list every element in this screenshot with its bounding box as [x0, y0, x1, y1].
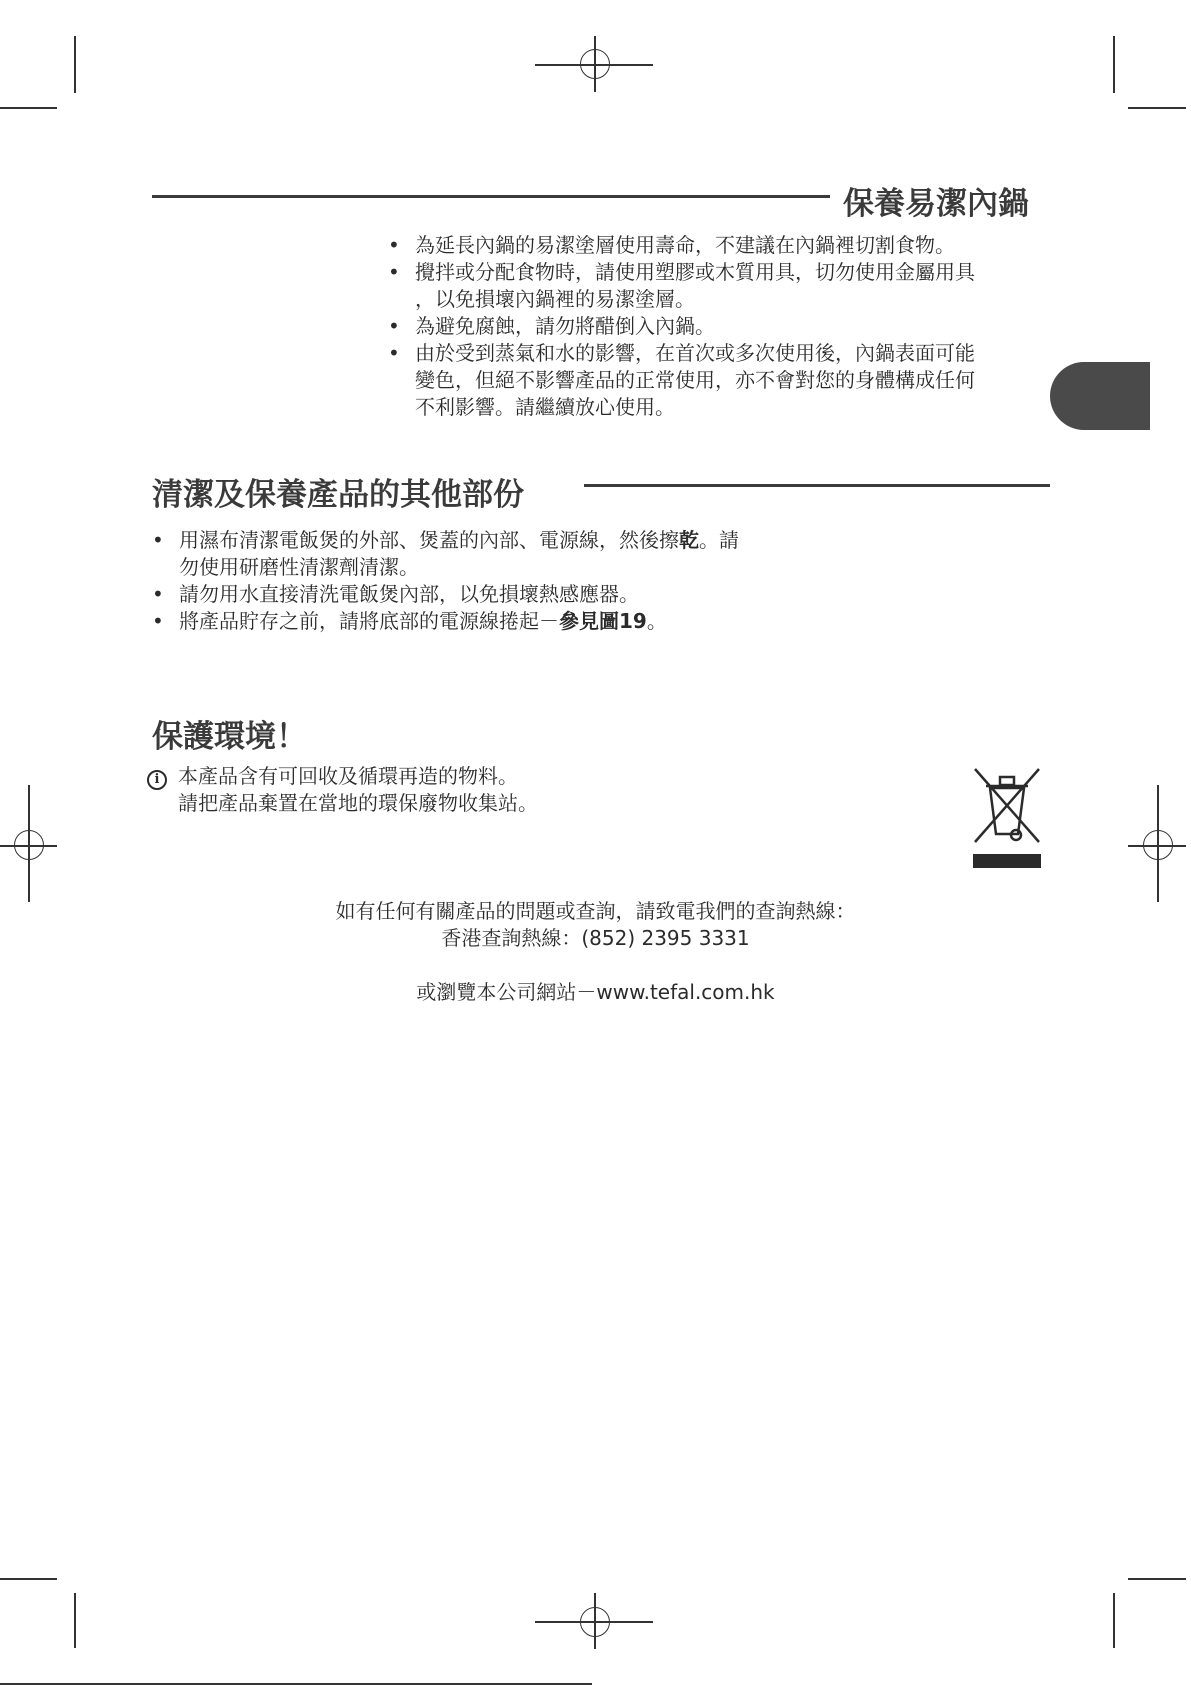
crop-mark: [1128, 1578, 1186, 1580]
registration-mark: [14, 830, 44, 860]
environment-note: [178, 763, 538, 817]
list-item-text: 由於受到蒸氣和水的影響，在首次或多次使用後，內鍋表面可能: [415, 341, 975, 365]
list-item-text: 為避免腐蝕，請勿將醋倒入內鍋。: [415, 314, 715, 338]
info-icon: i: [147, 770, 167, 790]
crop-mark: [1128, 107, 1186, 109]
website-line: 或瀏覽本公司網站－www.tefal.com.hk: [416, 980, 775, 1004]
list-item-text: 請勿用水直接清洗電飯煲內部，以免損壞熱感應器。: [179, 582, 639, 606]
crop-mark: [0, 1578, 57, 1580]
hotline: 香港查詢熱線：(852) 2395 3331: [441, 926, 750, 950]
note-line: 請把產品棄置在當地的環保廢物收集站。: [178, 791, 538, 815]
list-item: [388, 259, 1058, 313]
care-bullet-list: [388, 232, 1058, 421]
list-item-bold: 乾: [679, 528, 699, 552]
crop-mark: [74, 36, 76, 93]
crop-mark: [1113, 36, 1115, 93]
note-line: 本產品含有可回收及循環再造的物料。: [178, 764, 518, 788]
list-item-text: 勿使用研磨性清潔劑清潔。: [179, 555, 419, 579]
list-item-text: 攪拌或分配食物時，請使用塑膠或木質用具，切勿使用金屬用具: [415, 260, 975, 284]
list-item-text: 將產品貯存之前，請將底部的電源線捲起－: [179, 609, 559, 633]
weee-crossed-bin-icon: [972, 766, 1042, 870]
list-item-text: 為延長內鍋的易潔塗層使用壽命，不建議在內鍋裡切割食物。: [415, 233, 955, 257]
list-item: [388, 232, 1058, 259]
section-title: 保養易潔內鍋: [843, 186, 1029, 222]
section-rule: [584, 484, 1050, 487]
section-title: 保護環境！: [152, 719, 307, 755]
registration-mark: [580, 1607, 610, 1637]
list-item: [388, 340, 1058, 421]
section-rule: [152, 195, 830, 198]
list-item: [152, 608, 952, 635]
registration-mark: [580, 49, 610, 79]
contact-line: 如有任何有關產品的問題或查詢，請致電我們的查詢熱線：: [335, 899, 856, 923]
cleaning-bullet-list: [152, 527, 952, 635]
bottom-edge-line: [0, 1683, 592, 1685]
list-item-text: 用濕布清潔電飯煲的外部、煲蓋的內部、電源線，然後擦: [179, 528, 679, 552]
crop-mark: [1113, 1593, 1115, 1648]
section-tab: [1050, 362, 1150, 430]
list-item: [152, 581, 952, 608]
list-item-text: 。請: [699, 528, 739, 552]
list-item: [388, 313, 1058, 340]
list-item-text: 。: [646, 609, 667, 633]
list-item-text: 變色，但絕不影響產品的正常使用，亦不會對您的身體構成任何: [415, 368, 975, 392]
figure-reference: 參見圖19: [559, 609, 647, 633]
crop-mark: [74, 1593, 76, 1648]
section-title: 清潔及保養產品的其他部份: [152, 477, 524, 513]
crop-mark: [0, 107, 57, 109]
registration-mark: [1143, 830, 1173, 860]
list-item: [152, 527, 952, 581]
list-item-text: 不利影響。請繼續放心使用。: [415, 395, 675, 419]
list-item-text: ，以免損壞內鍋裡的易潔塗層。: [415, 287, 695, 311]
